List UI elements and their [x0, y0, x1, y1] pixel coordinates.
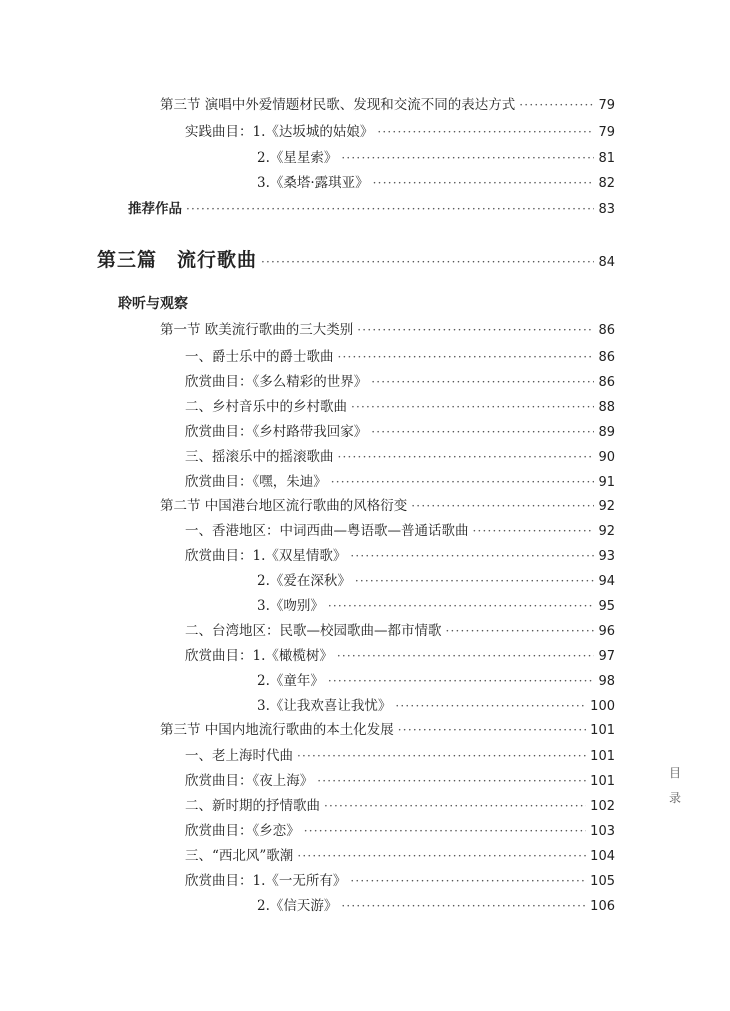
toc-entry-title: 欣赏曲目：《乡村路带我回家》 — [185, 424, 368, 440]
toc-entry[interactable] — [257, 150, 615, 167]
dot-leader — [373, 175, 595, 191]
toc-entry[interactable] — [257, 673, 615, 690]
toc-page-number: 101 — [590, 774, 615, 789]
toc-entry[interactable] — [185, 798, 615, 815]
dot-leader — [357, 322, 594, 338]
toc-entry[interactable] — [185, 124, 615, 141]
dot-leader — [186, 201, 594, 217]
toc-entry[interactable] — [257, 698, 615, 715]
toc-entry[interactable] — [185, 349, 615, 366]
dot-leader — [261, 251, 594, 273]
toc-page-number: 95 — [598, 599, 615, 614]
toc-entry-title: 2.《星星索》 — [257, 150, 338, 166]
dot-leader — [395, 698, 586, 714]
toc-entry-title: 第一节 欧美流行歌曲的三大类别 — [160, 322, 354, 338]
dot-leader — [328, 673, 595, 689]
toc-entry-title: 一、香港地区：中词西曲—粤语歌—普通话歌曲 — [185, 523, 469, 539]
toc-entry-title: 一、老上海时代曲 — [185, 748, 293, 764]
toc-entry-title: 实践曲目：1.《达坂城的姑娘》 — [185, 124, 374, 140]
toc-page-number: 97 — [598, 649, 615, 664]
toc-entry-title: 第三篇 流行歌曲 — [97, 249, 258, 271]
toc-entry-title: 推荐作品 — [128, 201, 182, 217]
toc-entry-title: 3.《桑塔·露琪亚》 — [257, 175, 369, 191]
toc-page-number: 105 — [590, 874, 615, 889]
toc-page-number: 106 — [590, 899, 615, 914]
toc-entry[interactable] — [185, 623, 615, 640]
toc-page-number: 81 — [598, 151, 615, 166]
dot-leader — [371, 424, 594, 440]
dot-leader — [519, 97, 594, 113]
toc-page-number: 86 — [598, 350, 615, 365]
toc-page-number: 98 — [598, 674, 615, 689]
dot-leader — [341, 898, 586, 914]
dot-leader — [446, 623, 595, 639]
toc-entry[interactable] — [257, 898, 615, 915]
dot-leader — [355, 573, 595, 589]
toc-entry-title: 3.《吻别》 — [257, 598, 324, 614]
toc-entry-title: 第二节 中国港台地区流行歌曲的风格衍变 — [160, 498, 408, 514]
dot-leader — [338, 449, 595, 465]
toc-entry[interactable] — [185, 548, 615, 565]
toc-entry-title: 三、“西北风”歌潮 — [185, 848, 294, 864]
toc-entry[interactable] — [185, 773, 615, 790]
toc-entry[interactable] — [185, 424, 615, 441]
dot-leader — [297, 848, 586, 864]
toc-part-entry[interactable] — [97, 249, 615, 274]
toc-entry[interactable] — [185, 374, 615, 391]
dot-leader — [341, 150, 594, 166]
dot-leader — [337, 648, 595, 664]
toc-entry-title: 二、台湾地区：民歌—校园歌曲—都市情歌 — [185, 623, 442, 639]
toc-entry[interactable] — [257, 175, 615, 192]
toc-entry-title: 2.《爱在深秋》 — [257, 573, 351, 589]
toc-entry-title: 二、新时期的抒情歌曲 — [185, 798, 320, 814]
dot-leader — [411, 498, 594, 514]
dot-leader — [473, 523, 595, 539]
toc-entry[interactable] — [160, 722, 615, 739]
toc-page-number: 101 — [590, 723, 615, 738]
dot-leader — [398, 722, 586, 738]
toc-entry-title: 2.《信天游》 — [257, 898, 338, 914]
dot-leader — [338, 349, 595, 365]
toc-entry[interactable] — [185, 523, 615, 540]
toc-page-number: 93 — [598, 549, 615, 564]
toc-entry[interactable] — [128, 201, 615, 218]
section-heading: 聆听与观察 — [118, 296, 188, 312]
toc-page-number: 96 — [598, 624, 615, 639]
toc-entry[interactable] — [257, 598, 615, 615]
toc-entry-title: 2.《童年》 — [257, 673, 324, 689]
toc-entry[interactable] — [160, 498, 615, 515]
toc-page-number: 88 — [598, 400, 615, 415]
toc-page-number: 79 — [598, 98, 615, 113]
toc-entry-title: 欣赏曲目：1.《橄榄树》 — [185, 648, 333, 664]
dot-leader — [331, 474, 595, 490]
toc-page-number: 92 — [598, 499, 615, 514]
dot-leader — [304, 823, 586, 839]
dot-leader — [297, 748, 586, 764]
toc-entry[interactable] — [257, 573, 615, 590]
toc-page-number: 94 — [598, 574, 615, 589]
toc-entry-title: 欣赏曲目：1.《双星情歌》 — [185, 548, 347, 564]
toc-page-number: 82 — [598, 176, 615, 191]
dot-leader — [317, 773, 586, 789]
toc-entry-title: 第三节 中国内地流行歌曲的本土化发展 — [160, 722, 394, 738]
toc-page-number: 101 — [590, 749, 615, 764]
dot-leader — [350, 873, 586, 889]
toc-page-number: 90 — [598, 450, 615, 465]
toc-entry[interactable] — [185, 648, 615, 665]
toc-entry-title: 三、摇滚乐中的摇滚歌曲 — [185, 449, 334, 465]
toc-entry[interactable] — [185, 399, 615, 416]
dot-leader — [377, 124, 594, 140]
dot-leader — [328, 598, 595, 614]
toc-entry[interactable] — [160, 97, 615, 114]
dot-leader — [351, 399, 594, 415]
toc-entry-title: 欣赏曲目：1.《一无所有》 — [185, 873, 347, 889]
toc-page-number: 84 — [598, 255, 615, 270]
toc-page-number: 86 — [598, 375, 615, 390]
toc-entry[interactable] — [185, 823, 615, 840]
toc-entry-title: 一、爵士乐中的爵士歌曲 — [185, 349, 334, 365]
toc-page-number: 91 — [598, 475, 615, 490]
dot-leader — [350, 548, 594, 564]
toc-entry[interactable] — [185, 748, 615, 765]
toc-page-number: 86 — [598, 323, 615, 338]
side-label-lu: 录 — [669, 791, 682, 805]
toc-entry[interactable] — [185, 848, 615, 865]
toc-page-number: 79 — [598, 125, 615, 140]
toc-entry-title: 欣赏曲目：《乡恋》 — [185, 823, 300, 839]
toc-entry[interactable] — [160, 322, 615, 339]
toc-entry-title: 第三节 演唱中外爱情题材民歌、发现和交流不同的表达方式 — [160, 97, 516, 113]
toc-page-number: 104 — [590, 849, 615, 864]
toc-entry-title: 欣赏曲目：《夜上海》 — [185, 773, 314, 789]
dot-leader — [371, 374, 594, 390]
toc-page-number: 102 — [590, 799, 615, 814]
toc-page-number: 103 — [590, 824, 615, 839]
side-label-mu: 目 — [669, 766, 682, 780]
toc-page-number: 83 — [598, 202, 615, 217]
toc-entry-title: 3.《让我欢喜让我忧》 — [257, 698, 392, 714]
toc-page-number: 100 — [590, 699, 615, 714]
dot-leader — [324, 798, 586, 814]
toc-entry-title: 欣赏曲目：《多么精彩的世界》 — [185, 374, 368, 390]
toc-entry-title: 欣赏曲目：《嘿，朱迪》 — [185, 474, 327, 490]
toc-entry[interactable] — [185, 873, 615, 890]
toc-entry-title: 二、乡村音乐中的乡村歌曲 — [185, 399, 347, 415]
toc-entry[interactable] — [185, 449, 615, 466]
toc-page-number: 92 — [598, 524, 615, 539]
toc-entry[interactable] — [185, 474, 615, 491]
toc-page-number: 89 — [598, 425, 615, 440]
